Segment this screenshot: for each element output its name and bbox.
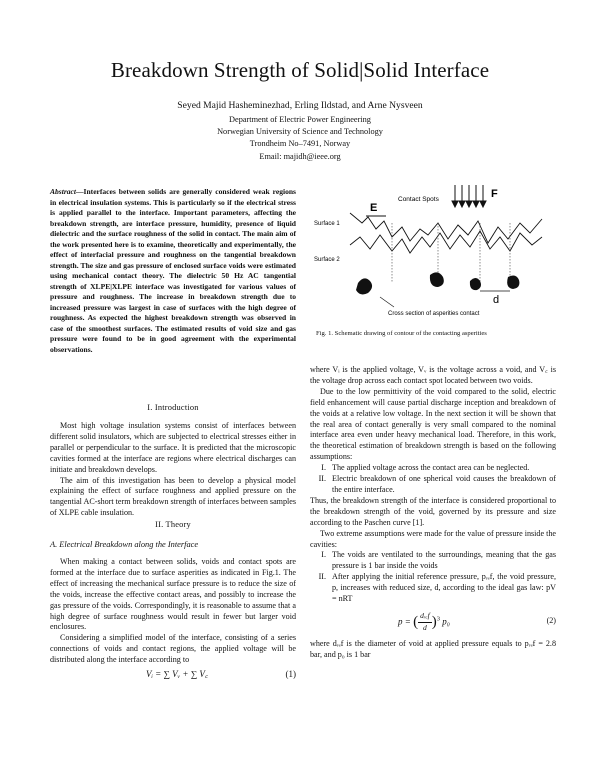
list-item: II. After applying the initial reference pressure, pᵣₑf, the void pressure, p, increases with reduced size, d, according to the ideal gas law: pV = nRT — [318, 572, 556, 604]
paragraph: Considering a simplified model of the interface, consisting of a series connections of voids and contact regions, the applied voltage will be distributed along the interface according to — [50, 633, 296, 665]
introduction-body — [50, 421, 296, 519]
equation-1 — [50, 669, 296, 683]
figure-caption: Fig. 1. Schematic drawing of contour of the contacting asperities — [316, 330, 487, 337]
surface-2-label: Surface 2 — [314, 257, 340, 263]
surface-2-profile — [350, 231, 542, 253]
figure-1 — [310, 183, 550, 319]
equation-number: (2) — [546, 615, 556, 625]
cross-section-label: Cross section of asperities contact — [388, 311, 480, 317]
right-column-body — [310, 365, 556, 661]
equation-2 — [310, 607, 556, 637]
surface-1-label: Surface 1 — [314, 221, 340, 227]
equation-body: p = ( $\frac{\text{dᵣₑf}}{d}$ )$^3$ p₀ — [398, 610, 450, 632]
subsection-heading: A. Electrical Breakdown along the Interface — [50, 540, 199, 549]
callout-line — [380, 297, 394, 307]
email: Email: majidh@ieee.org — [259, 151, 341, 161]
affiliation-line: Trondheim No–7491, Norway — [249, 139, 351, 149]
d-label: d — [493, 294, 500, 306]
force-arrows — [452, 185, 486, 207]
section-heading-introduction: I. Introduction — [147, 403, 199, 412]
list-item: I. The voids are ventilated to the surroundings, meaning that the gas pressure is 1 bar inside the voids — [321, 550, 556, 571]
assumption-list — [310, 463, 556, 496]
section-heading-theory: II. Theory — [155, 520, 191, 529]
paper-title: Breakdown Strength of Solid|Solid Interface — [110, 58, 490, 82]
paragraph: The aim of this investigation has been to develop a physical model explaining the effect of surface roughness and applied pressure on the tangential AC-short term breakdown strength of interfaces between samples of XLPE cable insulation. — [50, 475, 296, 518]
authors: Seyed Majid Hasheminezhad, Erling Ildstad, and Arne Nysveen — [177, 100, 423, 111]
affiliation-line: Norwegian University of Science and Technology — [217, 127, 383, 137]
paragraph: Most high voltage insulation systems consist of interfaces between different solid insulators, which are subjected to electrical stresses either in parallel or perpendicular to the surface. It is predicted that the microscopic cavities formed at the interface are regions where electrical discharges can initiate and breakdown develops. — [50, 421, 296, 474]
abstract-lead: Abstract — [50, 187, 76, 196]
paragraph: When making a contact between solids, voids and contact spots are formed at the interface due to surface asperities as indicated in Fig.1. The effect of increasing the mechanical surface pressure is to reduce the size of the voids, increase the effective contact areas, and possibly to increase the gas pressure of the voids. Correspondingly, it is reasonable to assume that a high degree of surface roughness would result in fewer but larger void enclosures. — [50, 557, 296, 632]
equation-number: (1) — [285, 669, 296, 680]
contact-spots-label: Contact Spots — [398, 196, 439, 203]
pressure-case-list — [310, 550, 556, 605]
list-item: I. The applied voltage across the contact area can be neglected. — [321, 463, 530, 473]
paragraph: where Vᵢ is the applied voltage, Vᵥ is the voltage across a void, and V꜀ is the voltage drop across each contact spot located between two voids. — [310, 365, 556, 385]
paragraph: Due to the low permittivity of the void compared to the solid, electric field enhancement will cause partial discharge inception and breakdown of the voids at a relative low voltage. In the next section it will be shown that the real area of contact generally is very small compared to the nominal interface area even under heavy mechanical load. Therefore, in this work, the theoretical estimation of breakdown strength is based on the following assumptions: — [310, 386, 556, 462]
abstract — [50, 187, 296, 355]
affiliation — [0, 114, 600, 163]
abstract-text: —Interfaces between solids are generally considered weak regions in electrical insulation systems. This is particularly so if the electrical stress is applied parallel to the interface. Important parameters, affecting the breakdown strength, are interface pressure, humidity, presence of liquid dielectric and the surface roughness of the solid in contact. The main aim of the work presented here is to examine, theoretically and experimentally, the effect of interfacial pressure and roughness on the tangential breakdown strength. The size and gas pressure of enclosed surface voids were estimated using mechanical contact theory. The dielectric 50 Hz AC tangential strength of XLPE|XLPE interface was investigated for various values of pressure and roughness. The increase in breakdown strength due to increased pressure was largest in case of surfaces with the high degree of roughness. As expected the highest breakdown strength was observed in case of the smoothest surfaces. The estimated results of void size and gas pressure were found to be in good agreement with the experimental observations. — [50, 187, 296, 354]
surface-1-profile — [350, 213, 542, 243]
field-label: E — [370, 202, 378, 214]
paragraph: Two extreme assumptions were made for the value of pressure inside the cavities: — [310, 528, 556, 549]
paragraph: where dᵣₑf is the diameter of void at applied pressure equals to pᵣₑf = 2.8 bar, and p₀ is 1 bar — [310, 638, 556, 659]
theory-body — [50, 557, 296, 683]
affiliation-line: Department of Electric Power Engineering — [229, 115, 371, 124]
equation-body: Vᵢ = ∑ Vᵥ + ∑ V꜀ — [146, 669, 209, 680]
paragraph: Thus, the breakdown strength of the interface is considered proportional to the breakdown strength of the void, governed by its pressure and size according to the Paschen curve [1]. — [310, 495, 556, 527]
list-item: II. Electric breakdown of one spherical void causes the breakdown of the entire interface. — [318, 474, 556, 494]
force-label: F — [491, 188, 498, 200]
